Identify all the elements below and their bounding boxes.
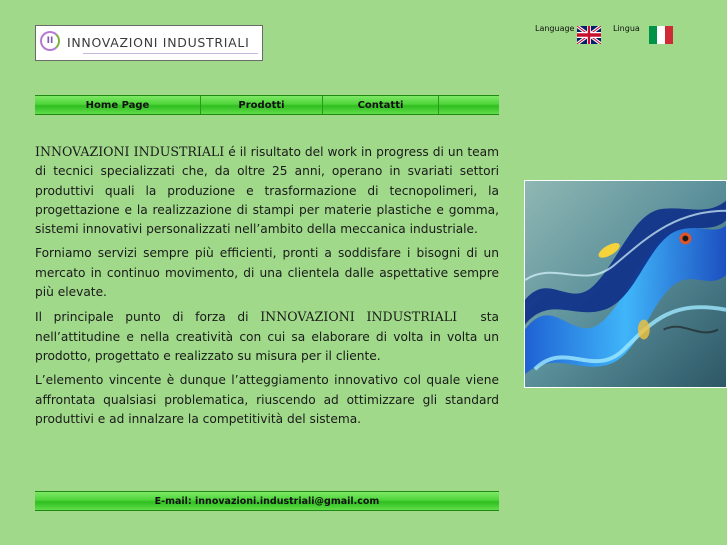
services-paragraph: Forniamo servizi sempre più efficienti, pronti a soddisfare i bisogni di un mercato in continuo movimento, di una clientela dalle aspettative sempre più elevate. (35, 246, 499, 300)
uk-flag-icon[interactable] (577, 26, 601, 44)
main-nav (35, 95, 499, 115)
innovation-paragraph: L’elemento vincente è dunque l’atteggiamento innovativo col quale viene affrontata qualsiasi problematica, riuscendo ad ottimizzare gli standard produttivi e ad innalzare la competitività del sistema. (35, 373, 499, 426)
company-name-inline: INNOVAZIONI INDUSTRIALI (260, 309, 458, 325)
email-link[interactable]: E-mail: innovazioni.industriali@gmail.com (154, 495, 380, 507)
site-logo[interactable] (35, 25, 263, 61)
company-name: INNOVAZIONI INDUSTRIALI (35, 144, 225, 159)
innovazioni-logo-icon: II (40, 31, 60, 51)
lingua-label: Lingua (613, 24, 640, 33)
italy-flag-icon[interactable] (649, 26, 673, 44)
nav-contatti[interactable]: Contatti (323, 96, 439, 114)
email-footer (35, 491, 499, 511)
strength-text-before: Il principale punto di forza di (35, 310, 261, 325)
strength-paragraph (35, 307, 503, 366)
nav-home-page[interactable]: Home Page (35, 96, 201, 114)
logo-text: INNOVAZIONI INDUSTRIALI (67, 35, 250, 50)
language-label: Language (535, 24, 575, 33)
nav-prodotti[interactable]: Prodotti (201, 96, 323, 114)
abstract-art-image (524, 180, 727, 388)
intro-text: é il risultato del work in progress di un team di tecnici specializzati che, da oltre 25 anni, operano in svariati settori produttivi quali la produzione e trasformazione di tecnopolimeri, la progettazione e la realizzazione di stampi per materie plastiche e gomma, sistemi innovativi personalizzati nell’ambito della meccanica industriale. (35, 145, 500, 237)
logo-underline (83, 53, 258, 54)
strength-text-after: sta nell’attitudine e nella creatività con cui sa elaborare di volta in volta un prodotto, progettato e realizzato su misura per il cliente. (35, 310, 503, 363)
intro-paragraph (35, 142, 499, 239)
main-content (35, 142, 503, 434)
